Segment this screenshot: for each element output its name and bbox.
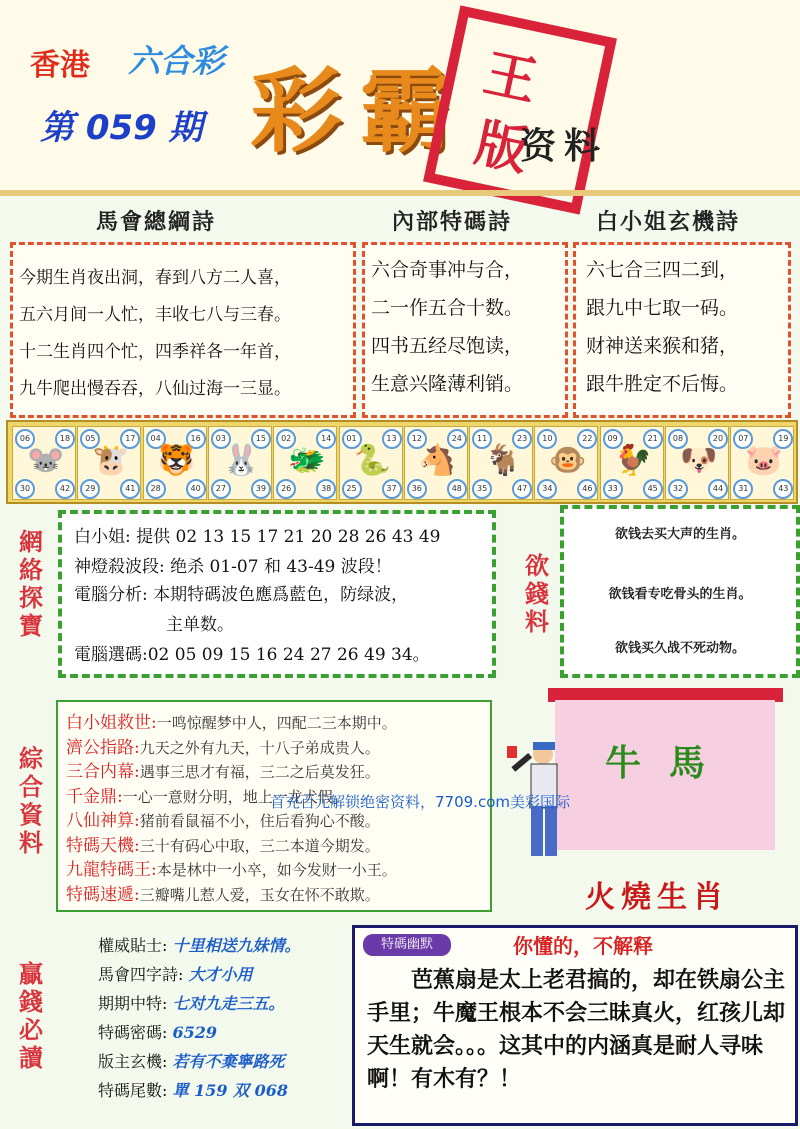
pig-icon: 🐷: [745, 443, 783, 478]
network-line: 主单数。: [166, 615, 234, 635]
money-line: 欲钱看专吃骨头的生肖。: [608, 587, 752, 602]
composite-value: 本是林中一小卒，如今发财一小王。: [156, 861, 397, 879]
snake-icon: 🐍: [353, 443, 391, 478]
money-label: 欲錢料: [525, 551, 549, 636]
inner-poem-line: 生意兴隆薄利销。: [371, 373, 524, 395]
number-ball: 27: [211, 479, 231, 499]
number-ball: 13: [382, 429, 402, 449]
dog-icon: 🐶: [680, 443, 718, 478]
number-ball: 29: [80, 479, 100, 499]
win-row: [98, 962, 253, 985]
inner-poem-line: 六合奇事冲与合，: [371, 259, 524, 281]
joke-badge: 特碼幽默: [363, 934, 451, 956]
number-ball: 11: [472, 429, 492, 449]
horse-icon: 🐴: [418, 443, 457, 478]
win-row: [98, 1020, 217, 1043]
number-ball: 44: [708, 479, 728, 499]
number-ball: 21: [643, 429, 663, 449]
header-divider: [0, 190, 800, 196]
joke-text: 芭蕉扇是太上老君搞的，却在铁扇公主手里；牛魔王根本不会三昧真火，红孩儿却天生就会。。。这其中的内涵真是耐人寻味啊！有木有？！: [367, 967, 786, 1092]
number-ball: 34: [537, 479, 557, 499]
number-ball: 05: [80, 429, 100, 449]
composite-value: 一鸣惊醒梦中人，四配二三本期中。: [156, 714, 397, 732]
win-value: 十里相送九妹情。: [172, 936, 301, 955]
number-ball: 46: [577, 479, 597, 499]
win-key: 期期中特:: [98, 994, 168, 1013]
number-ball: 04: [146, 429, 166, 449]
money-line: 欲钱去买大声的生肖。: [614, 527, 745, 542]
number-ball: 22: [577, 429, 597, 449]
zodiac-card: [77, 426, 141, 500]
win-label: 贏錢必讀: [19, 959, 43, 1072]
niuma-text: 牛馬: [605, 742, 734, 784]
composite-key: 濟公指路:: [66, 737, 140, 758]
rabbit-icon: 🐰: [222, 443, 261, 478]
money-box: [560, 505, 800, 678]
fire-zodiac-title: 火燒生肖: [585, 880, 729, 915]
zodiac-card: [469, 426, 533, 500]
horse-poem-line: 十二生肖四个忙，四季祥各一年首，: [19, 342, 291, 362]
inner-poem-line: 二一作五合十数。: [371, 297, 524, 319]
issue-number: 第 059 期: [40, 108, 203, 148]
win-row: [98, 991, 285, 1014]
zodiac-card: [339, 426, 403, 500]
money-line: 欲钱买久战不死动物。: [614, 641, 745, 656]
inner-poem-title: 內部特碼詩: [392, 209, 513, 235]
number-ball: 31: [733, 479, 753, 499]
number-ball: 03: [211, 429, 231, 449]
rooster-icon: 🐓: [614, 443, 653, 478]
network-line: 電腦分析: 本期特碼波色應爲藍色，防绿波，: [74, 585, 409, 605]
number-ball: 35: [472, 479, 492, 499]
white-poem-line: 跟九中七取一码。: [586, 297, 739, 319]
white-poem-box: [573, 242, 791, 418]
win-key: 特碼尾數:: [98, 1081, 168, 1100]
number-ball: 40: [186, 479, 206, 499]
number-ball: 45: [643, 479, 663, 499]
network-label: 網絡探寶: [19, 527, 43, 640]
composite-row: [66, 733, 380, 758]
number-ball: 32: [668, 479, 688, 499]
zodiac-strip: [6, 420, 798, 504]
stamp-char-2: 版: [470, 112, 534, 183]
white-poem-line: 六七合三四二到，: [586, 259, 739, 281]
composite-value: 猪前看鼠福不小，住后看狗心不酸。: [139, 812, 380, 830]
win-box: [56, 925, 346, 1120]
dragon-icon: 🐲: [288, 443, 326, 478]
ox-icon: 🐮: [92, 443, 130, 478]
composite-row: [66, 855, 397, 880]
number-ball: 12: [407, 429, 427, 449]
joke-box: [352, 925, 798, 1126]
composite-value: 遇事三思才有福，三二之后莫发狂。: [139, 763, 380, 781]
composite-key: 特碼天機:: [66, 835, 140, 856]
number-ball: 23: [512, 429, 532, 449]
title-char-1: 彩: [250, 57, 343, 165]
number-ball: 39: [251, 479, 271, 499]
composite-value: 一心一意财分明，地上一龙犬假。: [122, 787, 348, 806]
number-ball: 15: [251, 429, 271, 449]
win-key: 版主玄機:: [98, 1052, 168, 1071]
horse-poem-title: 馬會總綱詩: [96, 209, 217, 235]
network-line: 神燈殺波段: 绝杀 01-07 和 43-49 波段！: [74, 557, 392, 577]
composite-key: 白小姐救世:: [66, 713, 157, 733]
stamp-char-1: 王: [478, 42, 543, 114]
number-ball: 26: [276, 479, 296, 499]
network-box: [58, 510, 496, 678]
number-ball: 17: [120, 429, 140, 449]
title-char-2: 霸: [360, 57, 453, 165]
number-ball: 43: [773, 479, 793, 499]
composite-key: 三合内幕:: [66, 762, 140, 782]
number-ball: 19: [773, 429, 793, 449]
lottery-name: 六合彩: [128, 42, 225, 80]
number-ball: 06: [15, 429, 35, 449]
white-poem-line: 财神送来猴和猪，: [586, 335, 739, 357]
win-row: [98, 933, 301, 956]
win-value: 大才小用: [188, 965, 253, 984]
joke-heading: 你懂的，不解释: [513, 934, 653, 958]
inner-poem-line: 四书五经尽饱读，: [371, 335, 524, 357]
zodiac-card: [600, 426, 664, 500]
region-label: 香港: [30, 48, 90, 83]
win-key: 權威貼士:: [98, 936, 168, 955]
composite-value: 三十有码心中取，三二本道今期发。: [139, 836, 380, 855]
win-row: [98, 1049, 285, 1072]
number-ball: 30: [15, 479, 35, 499]
number-ball: 01: [342, 429, 362, 449]
zodiac-card: [730, 426, 794, 500]
win-value: 6529: [172, 1023, 218, 1042]
horse-poem-box: [10, 242, 356, 418]
network-line: 白小姐: 提供 02 13 15 17 21 20 28 26 43 49: [74, 527, 441, 547]
zodiac-card: [273, 426, 337, 500]
win-key: 特碼密碼:: [98, 1023, 168, 1042]
composite-label: 綜合資料: [19, 744, 43, 857]
number-ball: 07: [733, 429, 753, 449]
white-poem-line: 跟牛胜定不后悔。: [586, 373, 739, 395]
win-key: 馬會四字詩:: [98, 965, 184, 984]
zodiac-card: [12, 426, 76, 500]
watermark: 首充百元解锁绝密资料，7709.com美彩国际: [270, 793, 570, 811]
number-ball: 08: [668, 429, 688, 449]
number-ball: 47: [512, 479, 532, 499]
monkey-icon: 🐵: [549, 443, 587, 478]
number-ball: 48: [447, 479, 467, 499]
composite-row: [66, 757, 380, 782]
number-ball: 09: [603, 429, 623, 449]
number-ball: 24: [447, 429, 467, 449]
horse-poem-line: 今期生肖夜出洞，春到八方二人喜，: [19, 268, 291, 288]
number-ball: 20: [708, 429, 728, 449]
composite-key: 九龍特碼王:: [66, 860, 157, 880]
subtitle: 资料: [520, 125, 609, 167]
zodiac-card: [143, 426, 207, 500]
inner-poem-box: [362, 242, 568, 418]
white-poem-title: 白小姐玄機詩: [596, 209, 741, 235]
number-ball: 14: [316, 429, 336, 449]
number-ball: 25: [342, 479, 362, 499]
composite-value: 三瓣嘴儿惹人爱，玉女在怀不敢欺。: [139, 885, 380, 904]
number-ball: 02: [276, 429, 296, 449]
number-ball: 37: [382, 479, 402, 499]
win-row: [98, 1078, 288, 1101]
number-ball: 36: [407, 479, 427, 499]
composite-key: 千金鼎:: [66, 786, 123, 807]
number-ball: 42: [55, 479, 75, 499]
number-ball: 18: [55, 429, 75, 449]
zodiac-card: [665, 426, 729, 500]
zodiac-card: [208, 426, 272, 500]
win-value: 若有不棄寧路死: [172, 1052, 285, 1071]
number-ball: 10: [537, 429, 557, 449]
rat-icon: 🐭: [27, 443, 65, 478]
number-ball: 16: [186, 429, 206, 449]
win-value: 七对九走三五。: [172, 994, 285, 1013]
composite-row: [66, 880, 380, 905]
zodiac-card: [534, 426, 598, 500]
composite-value: 九天之外有九天，十八子弟成贵人。: [139, 738, 380, 757]
horse-poem-line: 五六月间一人忙，丰收七八与三春。: [19, 305, 291, 325]
number-ball: 33: [603, 479, 623, 499]
composite-row: [66, 708, 397, 733]
horse-poem-line: 九牛爬出慢吞吞，八仙过海一三显。: [19, 379, 291, 399]
zodiac-card: [404, 426, 468, 500]
number-ball: 38: [316, 479, 336, 499]
composite-row: [66, 831, 380, 856]
tiger-icon: 🐯: [157, 443, 195, 478]
win-value: 單 159 双 068: [172, 1081, 289, 1100]
composite-key: 八仙神算:: [66, 811, 140, 831]
goat-icon: 🐐: [484, 443, 522, 478]
composite-key: 特碼速遞:: [66, 884, 140, 905]
number-ball: 41: [120, 479, 140, 499]
number-ball: 28: [146, 479, 166, 499]
network-line: 電腦選碼:02 05 09 15 16 24 27 26 49 34。: [74, 645, 430, 665]
